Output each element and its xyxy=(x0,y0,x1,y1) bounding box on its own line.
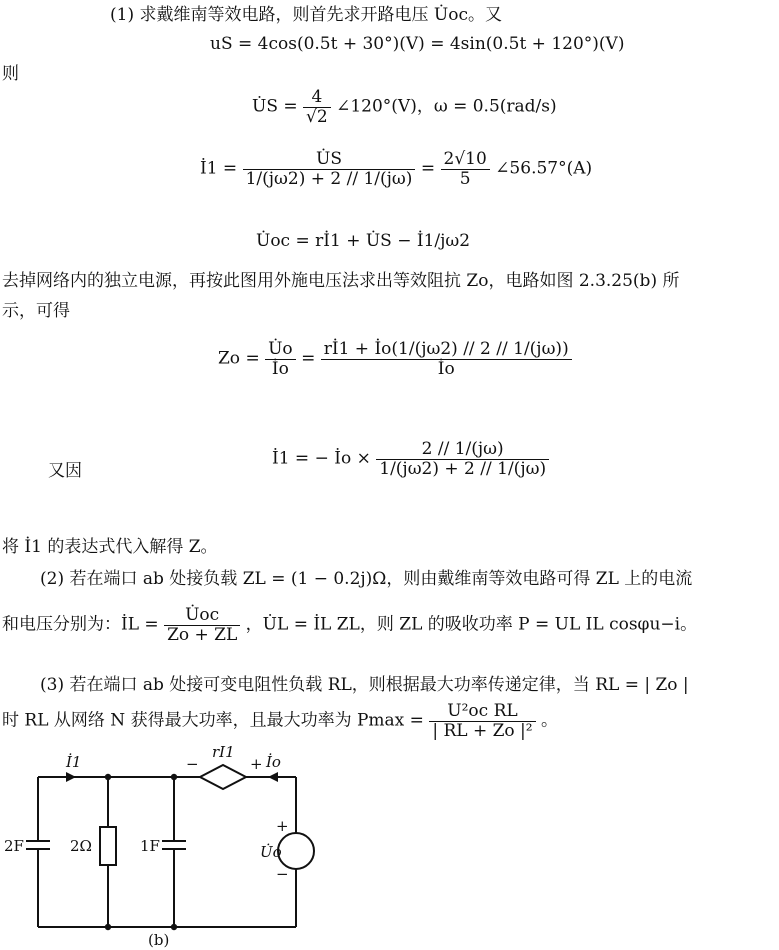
label-Uo: U̇o xyxy=(260,843,282,861)
paragraph-5 xyxy=(2,606,697,644)
eq-I1-result-numerator: 2√10 xyxy=(441,150,490,170)
label-2ohm: 2Ω xyxy=(70,837,92,855)
eq-Zo-lhs: Zo = xyxy=(218,348,260,369)
p5-denominator: Zo + ZL xyxy=(167,624,238,645)
eq-I1-denominator: 1/(jω2) + 2 // 1/(jω) xyxy=(245,168,413,189)
dependent-source-diamond xyxy=(200,765,246,789)
paragraph-4: (2) 若在端口 ab 处接负载 ZL = (1 − 0.2j)Ω，则由戴维南等效电路可得 ZL 上的电流 xyxy=(40,569,693,589)
equation-us: uS = 4cos(0.5t + 30°)(V) = 4sin(0.5t + 120°)(V) xyxy=(210,34,625,54)
label-2F: 2F xyxy=(4,837,24,855)
eq-I1-numerator: U̇S xyxy=(243,150,416,170)
paragraph-6: (3) 若在端口 ab 处接可变电阻性负载 RL，则根据最大功率传递定律，当 RL = | Zo | xyxy=(40,675,689,695)
paragraph-1: (1) 求戴维南等效电路，则首先求开路电压 U̇oc。又 xyxy=(110,5,502,25)
eq-Zo-denominator-1: İo xyxy=(271,358,289,379)
arrow-Io xyxy=(268,772,278,782)
label-minus-source: − xyxy=(276,865,289,883)
eq-Us-rest: ∠120°(V)，ω = 0.5(rad/s) xyxy=(336,96,557,117)
equation-Us xyxy=(252,88,557,126)
paragraph-7 xyxy=(2,702,558,740)
paragraph-2a: 去掉网络内的独立电源，再按此图用外施电压法求出等效阻抗 Zo，电路如图 2.3.25(b) 所 xyxy=(2,271,680,291)
paragraph-3: 将 İ1 的表达式代入解得 Z。 xyxy=(2,537,218,557)
label-plus-source: + xyxy=(276,817,289,835)
node-top-2 xyxy=(171,774,177,780)
word-ze: 则 xyxy=(2,64,19,84)
eq-I1-fraction xyxy=(243,150,416,188)
voltage-source-circle xyxy=(278,833,314,869)
eq-I1b-denominator: 1/(jω2) + 2 // 1/(jω) xyxy=(379,458,547,479)
p5-fraction xyxy=(164,606,240,644)
resistor-2ohm xyxy=(100,827,116,865)
eq-Zo-numerator-1: U̇o xyxy=(265,340,296,360)
p7-denominator: | RL + Zo |² xyxy=(432,720,533,741)
node-bottom-2 xyxy=(171,924,177,930)
eq-Us-denominator: √2 xyxy=(306,106,328,127)
arrow-I1 xyxy=(66,772,76,782)
eq-I1-angle: ∠56.57°(A) xyxy=(495,158,593,179)
equation-I1 xyxy=(200,150,592,188)
eq-I1-result-denominator: 5 xyxy=(459,168,471,189)
eq-I1b-lhs: İ1 = − İo × xyxy=(272,448,371,469)
label-Io: İo xyxy=(266,753,281,771)
node-top-1 xyxy=(105,774,111,780)
equation-Zo xyxy=(218,340,572,378)
p5-suffix: ，U̇L = İL ZL，则 ZL 的吸收功率 P = UL IL cosφu−i。 xyxy=(245,614,698,635)
paragraph-2b: 示，可得 xyxy=(2,301,70,321)
eq-I1b-numerator: 2 // 1/(jω) xyxy=(376,440,549,460)
eq-I1-mid: = xyxy=(420,158,436,179)
eq-Zo-equals: = xyxy=(301,348,316,369)
eq-Us-fraction xyxy=(303,88,331,126)
eq-I1-lhs: İ1 = xyxy=(200,158,238,179)
eq-Zo-fraction-2 xyxy=(321,340,572,378)
eq-Zo-fraction-1 xyxy=(265,340,296,378)
p7-prefix: 时 RL 从网络 N 获得最大功率，且最大功率为 Pmax = xyxy=(2,710,424,731)
p7-suffix: 。 xyxy=(541,710,558,731)
eq-Zo-numerator-2: rİ1 + İo(1/(jω2) // 2 // 1/(jω)) xyxy=(321,340,572,360)
circuit-diagram xyxy=(0,745,420,950)
figure-caption: (b) xyxy=(148,931,170,949)
p5-prefix: 和电压分别为：İL = xyxy=(2,614,159,635)
label-minus-top: − xyxy=(186,755,199,773)
eq-Zo-denominator-2: İo xyxy=(437,358,455,379)
word-youyin: 又因 xyxy=(48,461,82,481)
node-bottom-1 xyxy=(105,924,111,930)
p7-numerator: U²oc RL xyxy=(429,702,535,722)
label-rI1: rI1 xyxy=(212,745,235,761)
p5-numerator: U̇oc xyxy=(164,606,240,626)
eq-Us-lhs: U̇S = xyxy=(252,96,298,117)
equation-I1-b xyxy=(272,440,549,478)
label-1F: 1F xyxy=(140,837,160,855)
eq-I1b-fraction xyxy=(376,440,549,478)
p7-fraction xyxy=(429,702,535,740)
label-I1: İ1 xyxy=(66,753,82,771)
eq-Us-numerator: 4 xyxy=(303,88,331,108)
eq-I1-result-fraction xyxy=(441,150,490,188)
equation-Uoc: U̇oc = rİ1 + U̇S − İ1/jω2 xyxy=(256,231,471,251)
label-plus-top: + xyxy=(250,755,263,773)
